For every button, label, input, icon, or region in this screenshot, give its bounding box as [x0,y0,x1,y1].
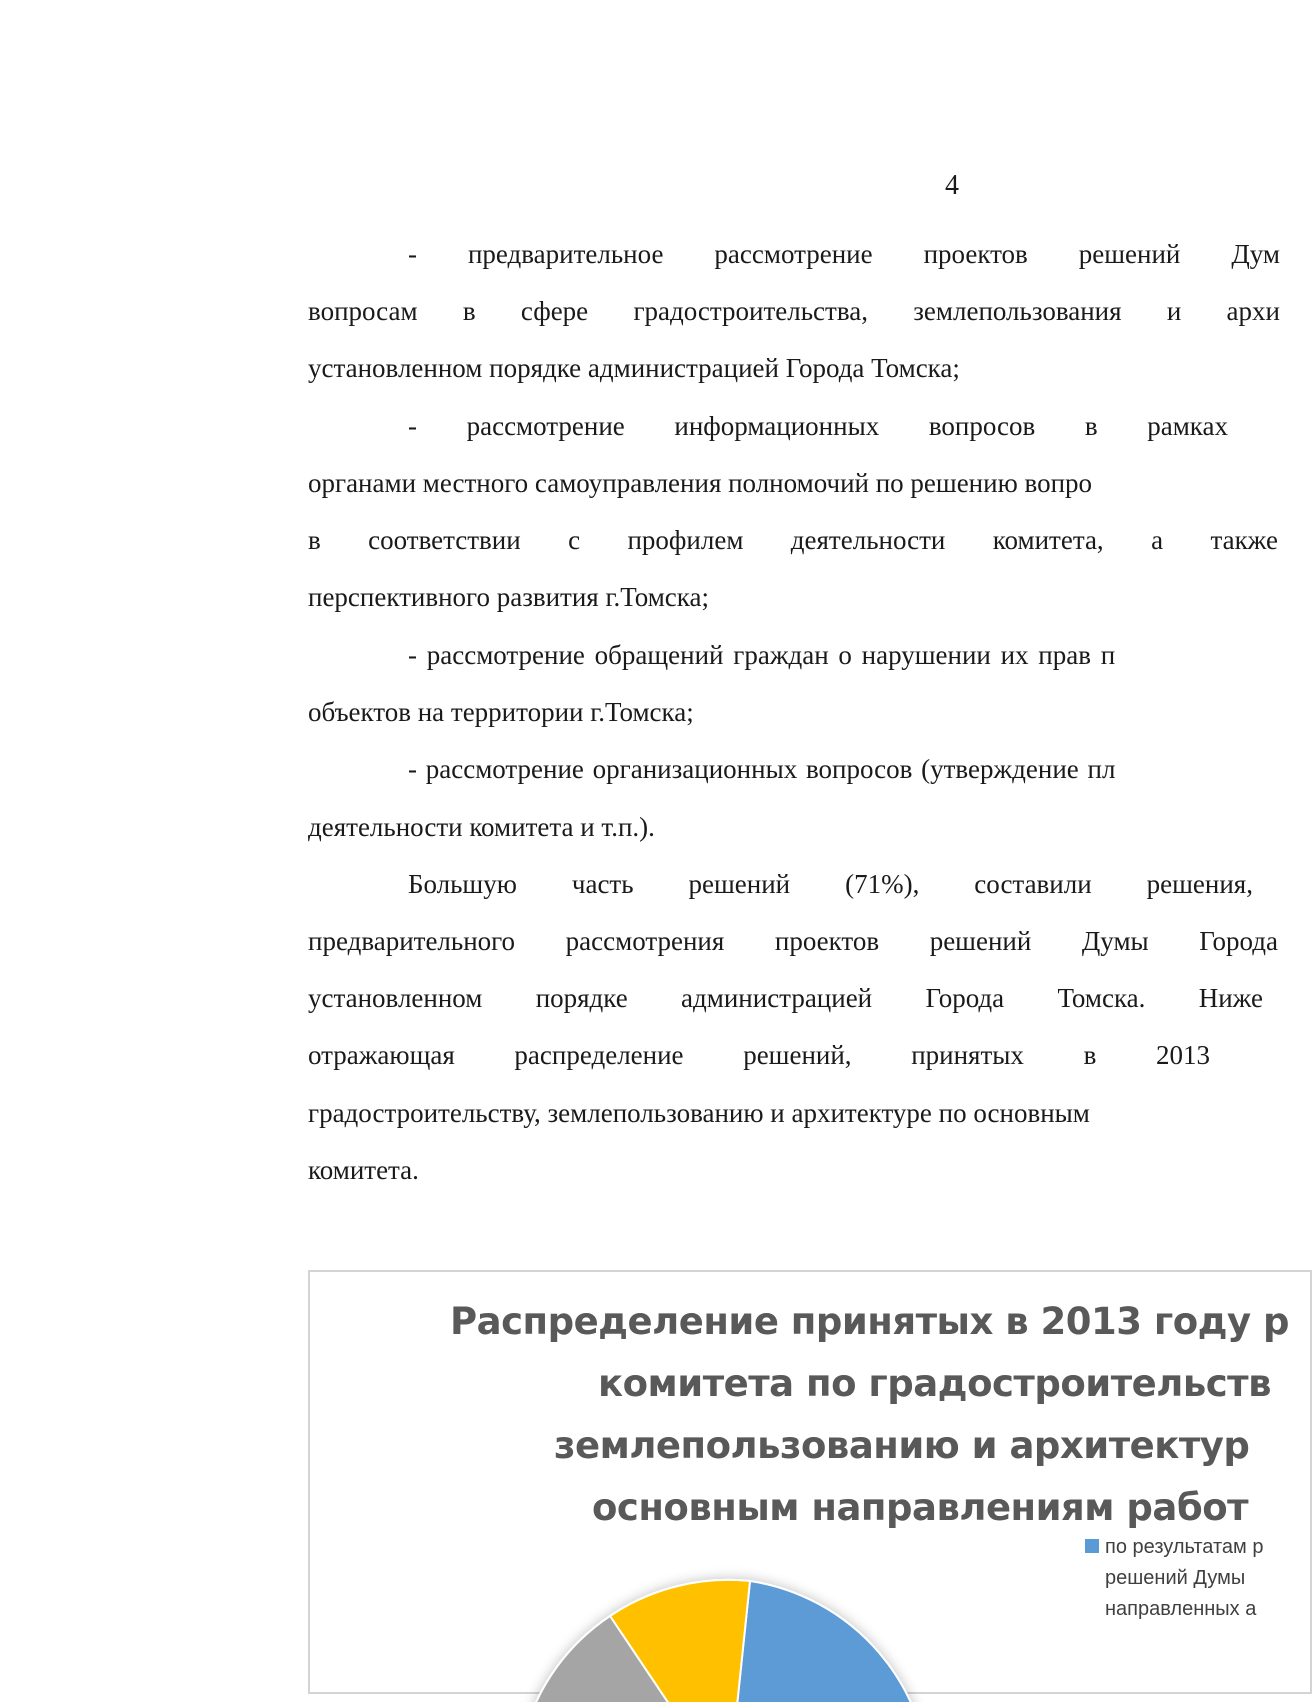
word: - [408,239,417,269]
word: вопросам [308,296,418,326]
page-number: 4 [945,170,959,201]
word: землепользования [913,296,1122,326]
paragraph-5-line-4 [308,1039,1210,1071]
word: рассмотрения [565,926,725,956]
paragraph-4-line-2: деятельности комитета и т.п.). [308,812,655,842]
word: решения, [1146,869,1253,899]
word: Города [925,983,1005,1013]
paragraph-2-line-2: органами местного самоуправления полномочий по решению вопро [308,468,1093,498]
word: составили [974,869,1092,899]
word: (71%), [845,869,920,899]
pie-chart [308,1270,1312,1694]
paragraph-5-line-1 [408,868,1253,900]
word: градостроительства, [633,296,868,326]
word: рассмотрение [714,239,873,269]
word: деятельности [790,525,946,555]
word: сфере [520,296,589,326]
word: проектов [774,926,880,956]
word: порядке [535,983,628,1013]
paragraph-5-line-6: комитета. [308,1155,419,1185]
paragraph-1-line-1 [408,238,1280,270]
word: решений [1078,239,1181,269]
legend-line [1085,1532,1263,1563]
word: Дум [1231,239,1280,269]
paragraph-2-line-1 [408,410,1228,442]
word: предварительного [308,926,516,956]
word: профилем [627,525,744,555]
paragraph-4-line-1: - рассмотрение организационных вопросов (утверждение пл [408,754,1116,784]
paragraph-3-line-2: объектов на территории г.Томска; [308,697,694,727]
word: вопросов [928,411,1036,441]
chart-title-line-1: Распределение принятых в 2013 году р [450,1300,1290,1343]
word: часть [571,869,634,899]
paragraph-2-line-4: перспективного развития г.Томска; [308,582,709,612]
word: Большую [408,869,517,899]
legend-line: решений Думы [1105,1567,1246,1589]
paragraph-5-line-5: градостроительству, землепользованию и архитектуре по основным [308,1098,1090,1128]
word: а [1151,525,1164,555]
chart-title-line-4: основным направлениям работ [592,1486,1249,1529]
paragraph-5-line-2 [308,925,1278,957]
word: также [1210,525,1278,555]
word: решений [688,869,791,899]
word: отражающая [308,1040,455,1070]
legend-label: по результатам р [1105,1536,1264,1558]
word: в [308,525,321,555]
word: информационных [674,411,880,441]
paragraph-2-line-3 [308,524,1278,556]
word: решений [929,926,1032,956]
word: с [568,525,581,555]
legend-entry [1085,1532,1263,1625]
word: соответствии [368,525,521,555]
word: Думы [1081,926,1149,956]
chart-title-line-2: комитета по градостроительств [598,1362,1272,1405]
word: проектов [923,239,1028,269]
word: в [1083,1040,1097,1070]
paragraph-1-line-2 [308,295,1280,327]
word: установленном [308,983,483,1013]
word: в [462,296,476,326]
word: Томска. [1057,983,1146,1013]
pie-slice-blue [728,1581,930,1702]
word: архи [1226,296,1280,326]
chart-title-line-3: землепользованию и архитектур [554,1424,1250,1467]
paragraph-3-line-1: - рассмотрение обращений граждан о нарушении их прав п [408,640,1116,670]
word: в [1084,411,1098,441]
legend-line: направленных а [1105,1598,1257,1620]
word: решений, [743,1040,852,1070]
word: - [408,411,417,441]
word: рамках [1147,411,1228,441]
word: 2013 [1155,1040,1210,1070]
word: предварительное [467,239,664,269]
paragraph-1-line-3: установленном порядке администрацией Города Томска; [308,353,960,383]
word: комитета, [992,525,1104,555]
pie-plot-area [510,1562,950,1702]
word: рассмотрение [466,411,625,441]
word: администрацией [681,983,873,1013]
word: и [1166,296,1182,326]
word: принятых [911,1040,1024,1070]
paragraph-5-line-3 [308,982,1263,1014]
word: Города [1199,926,1278,956]
legend-swatch [1085,1539,1099,1553]
word: Ниже [1198,983,1263,1013]
word: распределение [514,1040,684,1070]
